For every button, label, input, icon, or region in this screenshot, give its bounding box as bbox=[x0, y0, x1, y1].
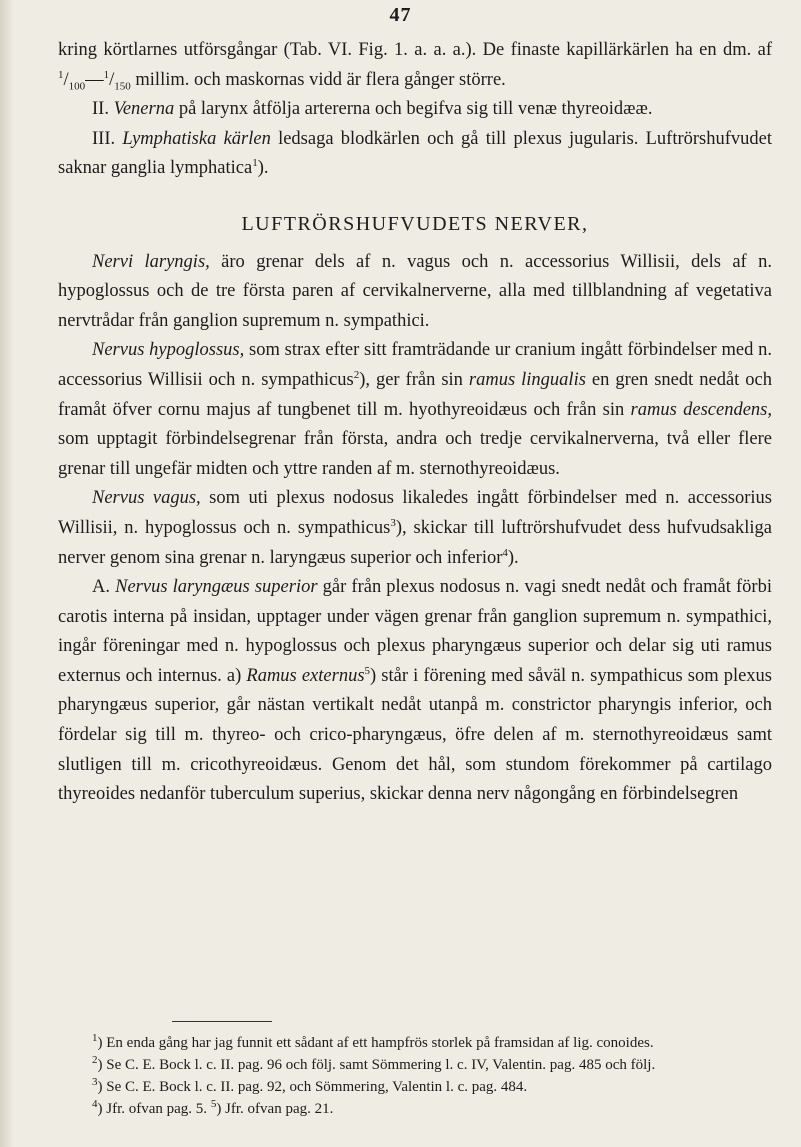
paragraph-text: en gren snedt nedåt och framåt öfver cornu majus af tungbenet till m. hyothyreoidæus och från sin bbox=[58, 369, 772, 420]
section-title: Lymphatiska kärlen bbox=[122, 128, 271, 149]
section-heading: LUFTRÖRSHUFVUDETS NERVER, bbox=[241, 212, 589, 235]
section-number: II. bbox=[92, 99, 114, 120]
paragraph-vagus bbox=[58, 484, 772, 573]
main-text bbox=[58, 36, 772, 810]
footnote bbox=[58, 1076, 772, 1098]
term: ramus lingualis bbox=[468, 369, 586, 390]
footnote-divider bbox=[172, 1021, 272, 1022]
paragraph-text: ) står i förening med såväl n. sympathicus som plexus pharyngæus superior, går nästan vertikalt nedåt utanpå m. constrictor pharyngis inferior, och fördelar sig till m. thyreo- och crico-pharyngæus, öfre delen af m. sternothyreoidæus samt slutligen till m. cricothyreoidæus. Genom det hål, som stundom förekommer på cartilago thyreoides nedanför tuberculum superius, skickar denna nerv någongång en förbindelsegren bbox=[58, 665, 772, 805]
paragraph-text: som upptagit förbindelsegrenar från första, andra och tredje cervikalnerverna, två eller flere grenar till ungefär midten och yttre randen af m. sternothyreoidæus. bbox=[58, 429, 772, 479]
paragraph-laryngaeus-superior bbox=[58, 573, 772, 810]
section-veins bbox=[58, 95, 772, 125]
footnote-mark: 3 bbox=[92, 1076, 98, 1088]
fraction-numerator: 1 bbox=[103, 68, 110, 81]
footnote-mark: 5 bbox=[210, 1098, 217, 1110]
term: Nervi laryngis, bbox=[92, 251, 210, 272]
text-line: millim. och maskornas vidd är flera gånger större. bbox=[135, 69, 506, 90]
section-text: på larynx åtfölja artererna och begifva sig till venæ thyreoidææ. bbox=[174, 99, 653, 120]
footnote-text: ) En enda gång har jag funnit ett sådant af ett hampfrös storlek på framsidan af lig. conoides. bbox=[97, 1035, 654, 1051]
fraction-dash: — bbox=[85, 69, 104, 90]
footnote bbox=[58, 1098, 772, 1120]
footnote-text: ) Jfr. ofvan pag. 21. bbox=[216, 1101, 334, 1117]
paragraph-nervi-laryngis bbox=[58, 248, 772, 337]
paragraph-hypoglossus bbox=[58, 336, 772, 484]
paragraph-text: som strax efter sitt framträdande ur cranium ingått förbindelser med n. accessorius Willisii och n. sympathicus bbox=[58, 340, 772, 390]
term: ramus descendens, bbox=[630, 399, 772, 420]
footnote-ref[interactable]: 2 bbox=[353, 368, 360, 381]
term: Nervus vagus, bbox=[92, 488, 201, 509]
section-title: Venerna bbox=[113, 99, 175, 120]
footnote bbox=[58, 1032, 772, 1054]
paragraph-text: äro grenar dels af n. vagus och n. accessorius Willisii, dels af n. hypoglossus och de tre första paren af cervikalnerverne, alla med tillblandning af vegetativa nervtrådar från ganglion supremum n. sympathici. bbox=[58, 251, 772, 331]
paragraph-text: går från plexus nodosus n. vagi snedt nedåt och framåt förbi carotis interna på insidan, upptager under vägen grenar från ganglion supremum n. sympathici, ingår föreningar med n. hypoglossus och plexus pharyngæus superior och delar sig uti ramus externus och internus. a) bbox=[58, 577, 772, 686]
footnote-mark: 4 bbox=[92, 1098, 98, 1110]
term: Ramus externus bbox=[246, 665, 365, 686]
footnote-ref[interactable]: 4 bbox=[502, 546, 508, 559]
footnote-ref[interactable]: 1 bbox=[252, 157, 258, 170]
section-text: ledsaga blodkärlen och gå till plexus jugularis. Luftrörshufvudet saknar ganglia lymphatica bbox=[58, 128, 773, 179]
text-fragment: ). bbox=[257, 158, 269, 179]
section-lymphatics bbox=[58, 125, 772, 184]
footnote-mark: 2 bbox=[92, 1054, 98, 1066]
paragraph-text: ), skickar till luftrörshufvudet dess hufvudsakliga nerver genom sina grenar n. laryngæus superior och inferior bbox=[58, 517, 772, 568]
page-edge-shadow bbox=[0, 0, 14, 1147]
paragraph-text: som uti plexus nodosus likaledes ingått förbindelser med n. accessorius Willisii, n. hypoglossus och n. sympathicus bbox=[58, 488, 773, 538]
fraction-denominator: 100 bbox=[68, 80, 86, 93]
paragraph-capillaries: kring körtlarnes utförsgångar (Tab. VI. Fig. 1. a. a. a.). De finaste kapillärkärlen ha en dm. af $^1/_{100}—^1/_{150}$ millim. och maskornas vidd är flera gånger större. bbox=[58, 40, 773, 93]
footnote-text: ) Se C. E. Bock l. c. II. pag. 96 och följ. samt Sömmering l. c. IV, Valentin. pag. 485 och följ. bbox=[97, 1057, 656, 1073]
section-number: III. bbox=[92, 128, 123, 149]
text-line: kring körtlarnes utförsgångar (Tab. VI. Fig. 1. a. a. a.). De finaste kapillärkärlen ha en bbox=[58, 40, 717, 60]
footnote-text: ) Jfr. ofvan pag. 5. bbox=[97, 1101, 211, 1117]
footnote bbox=[58, 1054, 772, 1076]
footnote-ref[interactable]: 5 bbox=[364, 664, 371, 677]
text-fragment: dm. af bbox=[723, 40, 773, 60]
page-number: 47 bbox=[389, 4, 412, 26]
term: Nervus hypoglossus, bbox=[92, 340, 245, 361]
fraction-denominator: 150 bbox=[114, 80, 131, 93]
footnote-text: ) Se C. E. Bock l. c. II. pag. 92, och Sömmering, Valentin l. c. pag. 484. bbox=[97, 1079, 528, 1095]
term: Nervus laryngæus superior bbox=[115, 577, 318, 598]
footnote-mark: 1 bbox=[92, 1032, 98, 1044]
fraction-numerator: 1 bbox=[58, 68, 64, 81]
footnotes bbox=[58, 1032, 772, 1120]
footnote-ref[interactable]: 3 bbox=[390, 516, 396, 529]
item-label: A. bbox=[92, 577, 116, 598]
paragraph-text: ), ger från sin bbox=[359, 369, 469, 390]
paragraph-text: ). bbox=[507, 547, 519, 568]
